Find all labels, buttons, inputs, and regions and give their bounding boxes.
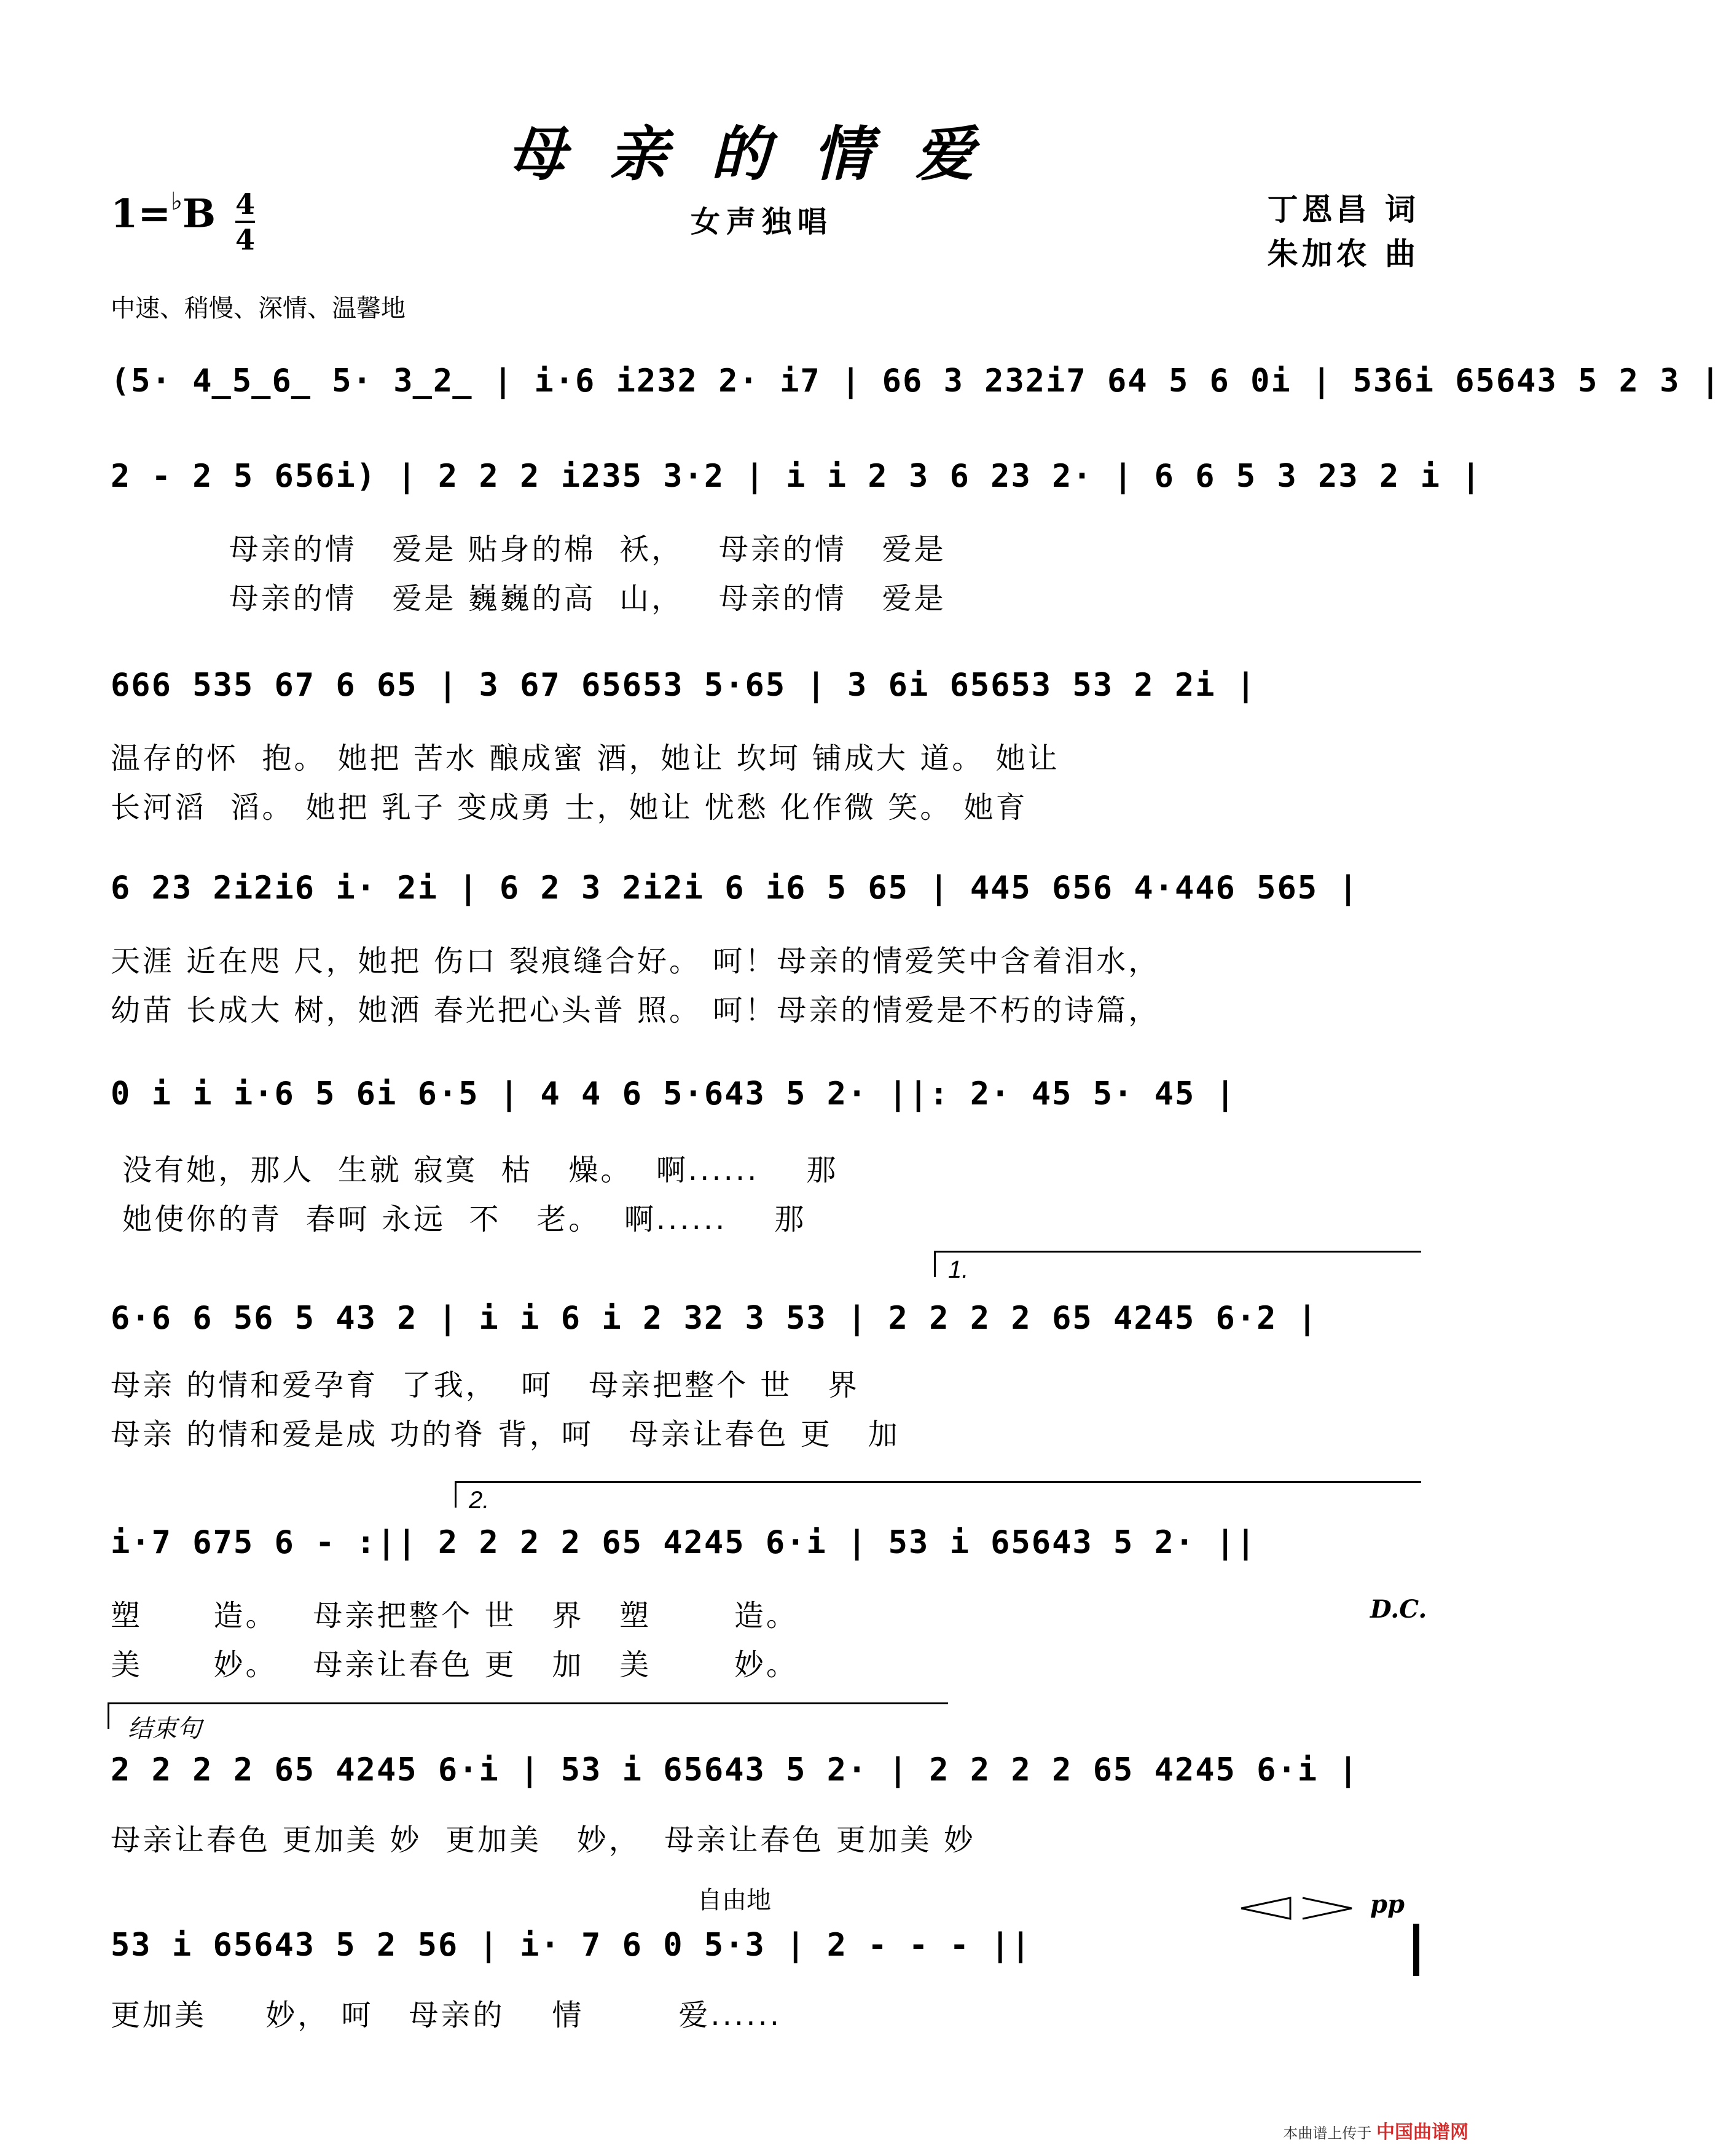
song-subtitle: 女声独唱 bbox=[690, 205, 833, 239]
key-signature bbox=[111, 187, 216, 237]
site-brand: 中国曲谱网 bbox=[1376, 2122, 1468, 2143]
system-3-notes: 666 535 67 6 65 | 3 67 65653 5·65 | 3 6i 65653 53 2 2i | bbox=[111, 667, 1257, 704]
system-3-lyric-1: 温存的怀 抱。 她把 苦水 酿成蜜 酒，她让 坎坷 铺成大 道。 她让 bbox=[111, 741, 1060, 776]
dc-marking: D.C. bbox=[1370, 1595, 1427, 1624]
system-8-notes: 2 2 2 2 65 4245 6·i | 53 i 65643 5 2· | 2 2 2 2 65 4245 6·i | bbox=[111, 1752, 1359, 1788]
system-6-lyric-2: 母亲 的情和爱是成 功的脊 背，呵 母亲让春色 更 加 bbox=[111, 1417, 900, 1452]
final-barline bbox=[1413, 1924, 1419, 1976]
first-ending-label: 1. bbox=[948, 1256, 969, 1283]
system-5-notes: 0 i i i·6 5 6i 6·5 | 4 4 6 5·643 5 2· ||: 2· 45 5· 45 | bbox=[111, 1076, 1236, 1112]
system-6-notes: 6·6 6 56 5 43 2 | i i 6 i 2 32 3 53 | 2 2 2 2 65 4245 6·2 | bbox=[111, 1300, 1319, 1337]
footer-text: 本曲谱上传于 bbox=[1283, 2125, 1372, 2142]
pianissimo-marking: pp bbox=[1370, 1890, 1405, 1919]
system-4-notes: 6 23 2i2i6 i· 2i | 6 2 3 2i2i 6 i6 5 65 | 445 656 4·446 565 | bbox=[111, 870, 1359, 907]
flat-sign: ♭ bbox=[171, 187, 183, 216]
key-prefix: 1= bbox=[111, 191, 171, 237]
system-8-lyric-1: 母亲让春色 更加美 妙 更加美 妙， 母亲让春色 更加美 妙 bbox=[111, 1823, 976, 1857]
free-tempo-marking: 自由地 bbox=[697, 1887, 771, 1914]
time-signature-bottom: 4 bbox=[235, 223, 256, 256]
system-2-lyric-2: 母亲的情 爱是 巍巍的高 山， 母亲的情 爱是 bbox=[111, 581, 946, 616]
time-signature-top: 4 bbox=[235, 187, 255, 223]
lyricist-credit: 丁恩昌 词 bbox=[1267, 192, 1419, 227]
system-5-lyric-2: 她使你的青 春呵 永远 不 老。 啊...... 那 bbox=[111, 1202, 807, 1237]
system-4-lyric-1: 天涯 近在咫 尺，她把 伤口 裂痕缝合好。 呵！母亲的情爱笑中含着泪水， bbox=[111, 944, 1161, 978]
system-1-notes: (5· 4̲5̲6̲ 5· 3̲2̲ | i·6 i232 2· i7 | 66 3 232i7 64 5 6 0i | 536i 65643 5 2 3 | bbox=[111, 363, 1721, 399]
tempo-marking: 中速、稍慢、深情、温馨地 bbox=[111, 295, 406, 322]
composer-credit: 朱加农 曲 bbox=[1267, 236, 1419, 272]
system-9-notes: 53 i 65643 5 2 56 | i· 7 6 0 5·3 | 2 - - - || bbox=[111, 1927, 1032, 1964]
credits bbox=[1268, 187, 1419, 276]
first-ending-bracket bbox=[934, 1251, 1421, 1283]
second-ending-bracket bbox=[455, 1481, 1421, 1514]
system-6-lyric-1: 母亲 的情和爱孕育 了我， 呵 母亲把整个 世 界 bbox=[111, 1368, 860, 1403]
song-title: 母亲的情爱 bbox=[507, 119, 1017, 189]
key-note: B bbox=[182, 191, 216, 237]
system-9-lyric-1: 更加美 妙， 呵 母亲的 情 爱...... bbox=[111, 1998, 782, 2032]
system-7-lyric-2: 美 妙。 母亲让春色 更 加 美 妙。 bbox=[111, 1648, 798, 1682]
system-3-lyric-2: 长河滔 滔。 她把 乳子 变成勇 士，她让 忧愁 化作微 笑。 她育 bbox=[111, 790, 1028, 825]
time-signature bbox=[235, 187, 255, 256]
coda-label: 结束句 bbox=[128, 1715, 202, 1742]
system-7-lyric-1: 塑 造。 母亲把整个 世 界 塑 造。 bbox=[111, 1599, 798, 1633]
footer-watermark bbox=[1283, 2117, 1468, 2144]
system-7-notes: i·7 675 6 - :|| 2 2 2 2 65 4245 6·i | 53 i 65643 5 2· || bbox=[111, 1524, 1257, 1561]
system-2-lyric-1: 母亲的情 爱是 贴身的棉 袄， 母亲的情 爱是 bbox=[111, 532, 946, 567]
coda-bracket bbox=[108, 1702, 948, 1742]
system-4-lyric-2: 幼苗 长成大 树，她洒 春光把心头普 照。 呵！母亲的情爱是不朽的诗篇， bbox=[111, 993, 1161, 1028]
second-ending-label: 2. bbox=[469, 1487, 490, 1514]
system-5-lyric-1: 没有她，那人 生就 寂寞 枯 燥。 啊...... 那 bbox=[111, 1153, 839, 1187]
system-2-notes: 2 - 2 5 656i) | 2 2 2 i235 3·2 | i i 2 3 6 23 2· | 6 6 5 3 23 2 i | bbox=[111, 458, 1482, 495]
